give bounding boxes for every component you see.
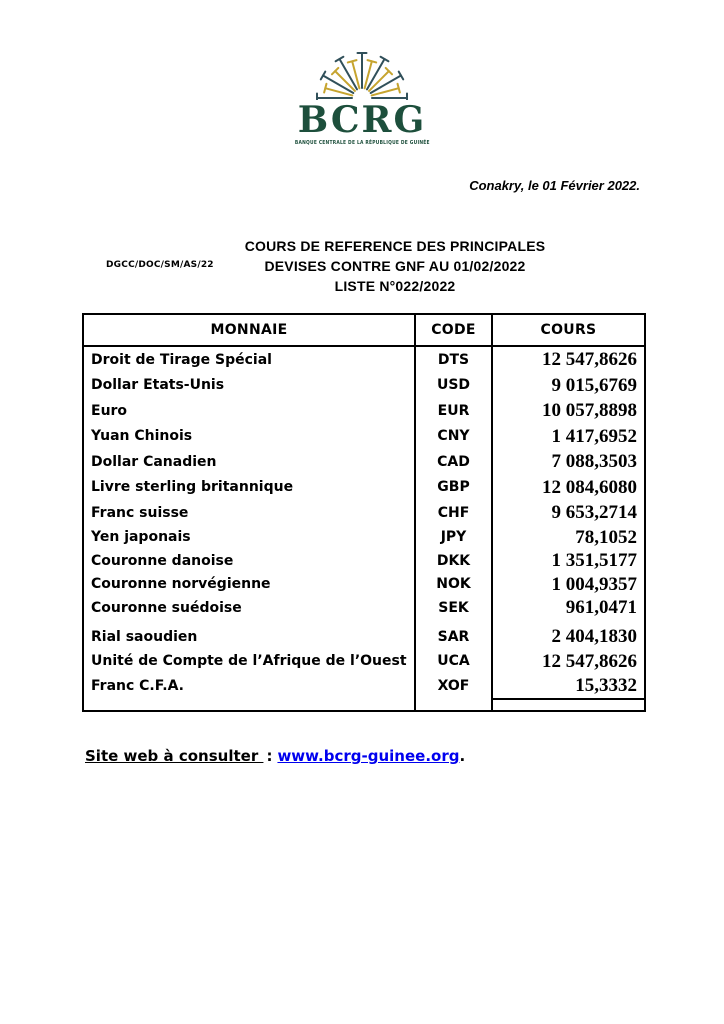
title-line-1: COURS DE REFERENCE DES PRINCIPALES <box>244 238 546 254</box>
monnaie-cell: Yuan Chinois <box>91 428 193 445</box>
cours-cell: 7 088,3503 <box>551 451 637 473</box>
monnaie-cell: Droit de Tirage Spécial <box>91 351 272 368</box>
monnaie-cell: Rial saoudien <box>91 628 198 645</box>
code-cell: DKK <box>436 552 471 569</box>
monnaie-cell: Unité de Compte de l’Afrique de l’Ouest <box>91 653 407 670</box>
code-cell: GBP <box>437 479 470 496</box>
cours-cell: 1 004,9357 <box>551 573 637 595</box>
cours-cell: 1 351,5177 <box>551 550 637 572</box>
bcrg-tagline: BANQUE CENTRALE DE LA RÉPUBLIQUE DE GUINÉE <box>294 140 430 146</box>
monnaie-cell: Couronne norvégienne <box>91 576 271 593</box>
code-cell: EUR <box>437 402 470 419</box>
monnaie-cell: Euro <box>91 402 128 419</box>
code-cell: UCA <box>437 653 470 670</box>
exchange-rates-table <box>82 313 646 712</box>
cours-cell: 12 547,8626 <box>542 349 637 371</box>
code-cell: CAD <box>437 453 470 470</box>
cours-cell: 9 653,2714 <box>551 502 637 524</box>
reference-code: DGCC/DOC/SM/AS/22 <box>106 260 214 270</box>
column-filler <box>416 698 491 710</box>
cours-cell: 12 547,8626 <box>542 650 637 672</box>
cours-cell: 961,0471 <box>565 597 637 619</box>
code-cell: DTS <box>437 351 470 368</box>
cours-cell: 1 417,6952 <box>551 425 637 447</box>
code-cell: SEK <box>438 599 469 616</box>
cours-cell: 10 057,8898 <box>542 400 637 422</box>
document-title <box>215 236 575 296</box>
currency-column <box>84 315 414 710</box>
column-filler <box>84 698 414 710</box>
cours-cell: 2 404,1830 <box>551 626 637 648</box>
monnaie-cell: Livre sterling britannique <box>91 479 294 496</box>
title-line-3: LISTE N°022/2022 <box>334 278 456 294</box>
code-cell: NOK <box>436 576 471 593</box>
bcrg-logo <box>0 48 724 146</box>
code-cell: USD <box>436 377 471 394</box>
cours-column <box>493 315 644 710</box>
code-cell: SAR <box>437 628 470 645</box>
cours-empty-cell <box>493 698 644 710</box>
monnaie-cell: Yen japonais <box>91 529 191 546</box>
colon-separator: : <box>266 747 273 765</box>
monnaie-cell: Dollar Canadien <box>91 453 217 470</box>
cours-header: COURS <box>493 315 644 347</box>
monnaie-cell: Franc C.F.A. <box>91 677 184 694</box>
logo-rays-icon <box>314 48 410 100</box>
footer-label: Site web à consulter <box>85 747 264 765</box>
monnaie-cell: Dollar Etats-Unis <box>91 377 225 394</box>
cours-cell: 15,3332 <box>575 675 637 697</box>
title-line-2: DEVISES CONTRE GNF AU 01/02/2022 <box>264 258 526 274</box>
cours-cell: 9 015,6769 <box>551 374 637 396</box>
monnaie-cell: Franc suisse <box>91 504 189 521</box>
cours-cell: 78,1052 <box>575 526 637 548</box>
monnaie-cell: Couronne danoise <box>91 552 234 569</box>
website-link[interactable]: www.bcrg-guinee.org <box>277 747 460 765</box>
bcrg-acronym: BCRG <box>297 99 427 141</box>
code-cell: XOF <box>437 677 470 694</box>
code-column <box>414 315 493 710</box>
monnaie-header: MONNAIE <box>84 315 414 347</box>
code-cell: JPY <box>440 529 467 546</box>
monnaie-cell: Couronne suédoise <box>91 599 242 616</box>
code-cell: CNY <box>437 428 470 445</box>
date-line: Conakry, le 01 Février 2022. <box>469 178 640 193</box>
code-cell: CHF <box>437 504 470 521</box>
cours-cell: 12 084,6080 <box>542 476 637 498</box>
footer-period: . <box>459 747 466 765</box>
website-footer <box>85 747 465 765</box>
code-header: CODE <box>416 315 491 347</box>
